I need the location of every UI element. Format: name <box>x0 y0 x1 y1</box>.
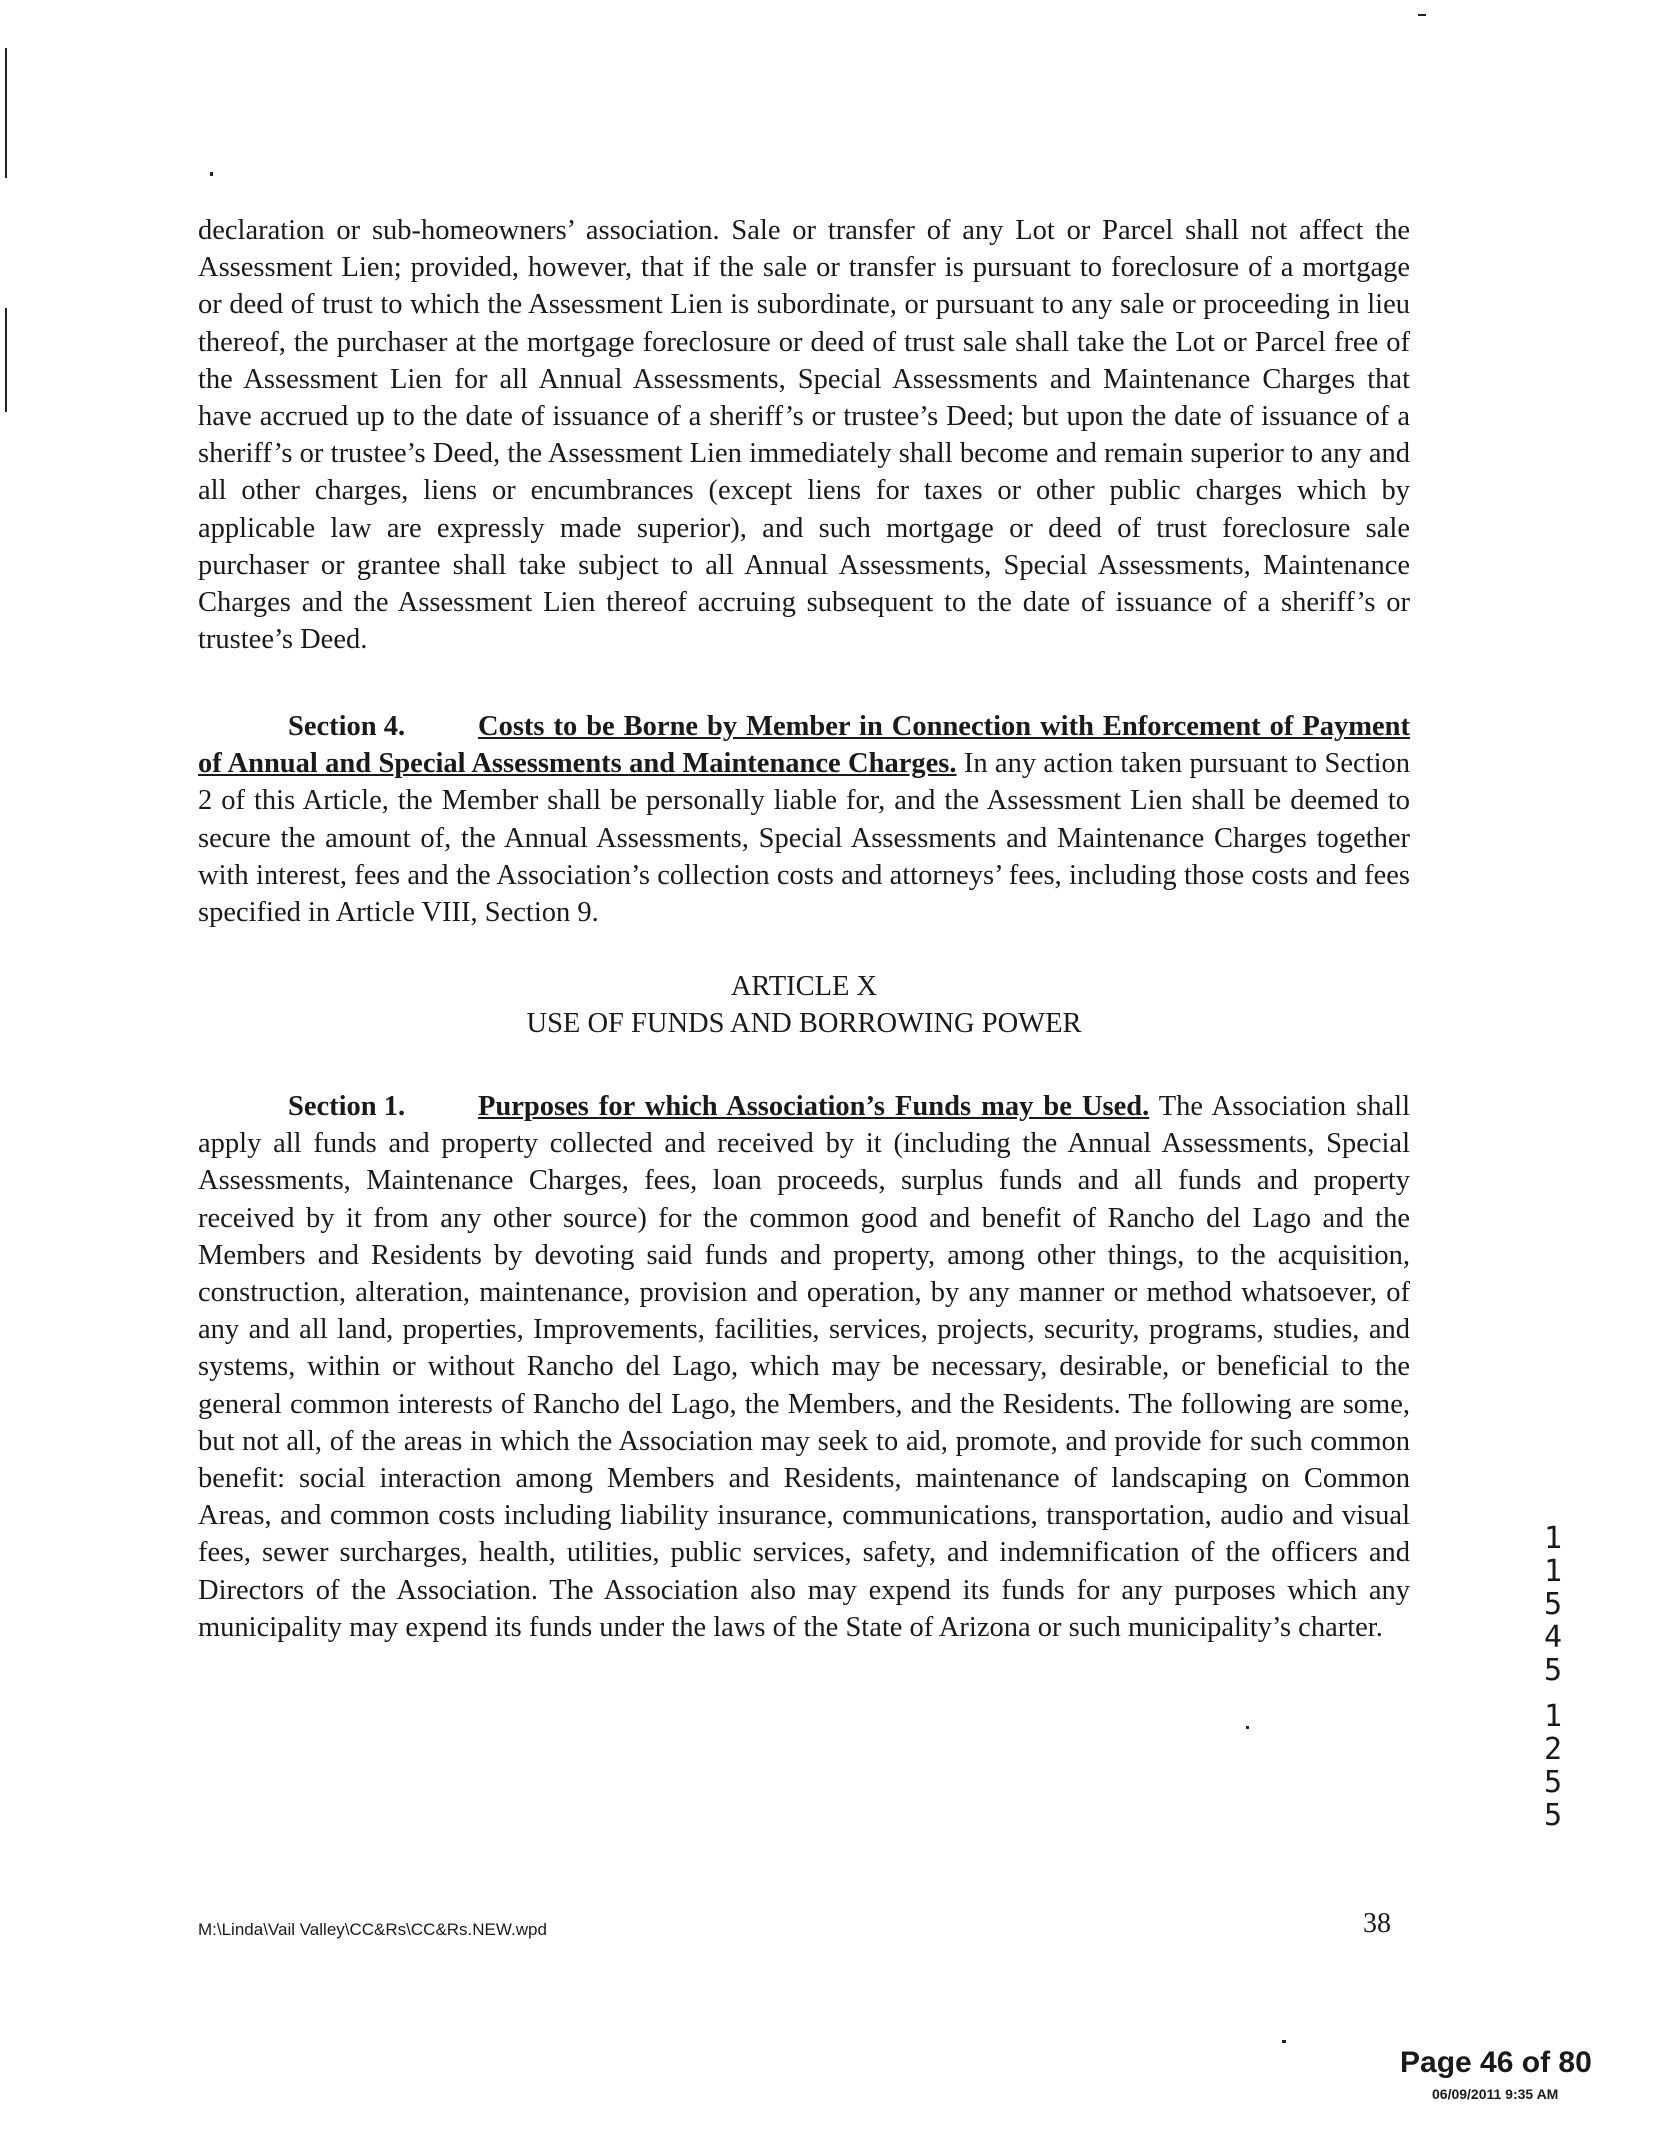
top-right-scan-dash <box>1418 14 1426 16</box>
page-digit: 5 <box>1543 1765 1563 1800</box>
scan-speck <box>210 172 213 176</box>
section-4-block <box>198 708 1410 931</box>
docket-digit: 1 <box>1543 1521 1563 1556</box>
page-digit: 5 <box>1543 1798 1563 1833</box>
docket-digit: 4 <box>1543 1620 1563 1655</box>
page-digit: 1 <box>1543 1699 1563 1734</box>
article-heading <box>198 968 1410 1042</box>
article-number: ARTICLE X <box>730 971 878 1002</box>
section-4-body: In any action taken pursuant to Section 2 of this Article, the Member shall be personally liable for, and the Assessment Lien shall be deemed to secure the amount of, the Annual Assessments, Special Assessments and Maintenance Charges together with interest, fees and the Association’s collection costs and attorneys’ fees, including those costs and fees specified in Article VIII, Section 9. <box>198 748 1410 929</box>
section-4-paragraph <box>198 708 1410 931</box>
docket-number-vertical <box>1540 1522 1566 1687</box>
left-margin-scan-line-1 <box>5 48 7 178</box>
scan-speck <box>1246 1726 1249 1729</box>
recording-page-of: Page 46 of 80 <box>1400 2046 1592 2079</box>
section-1-block <box>198 1088 1410 1646</box>
section-1-paragraph <box>198 1088 1410 1646</box>
article-title: USE OF FUNDS AND BORROWING POWER <box>526 1008 1082 1040</box>
footer-file-path: M:\Linda\Vail Valley\CC&Rs\CC&Rs.NEW.wpd <box>198 1920 547 1939</box>
recording-timestamp: 06/09/2011 9:35 AM <box>1432 2086 1559 2102</box>
section-1-body: The Association shall apply all funds and property collected and received by it (including the Annual Assessments, Special Assessments, Maintenance Charges, fees, loan proceeds, surplus funds and all funds and property received by it from any other source) for the common good and benefit of Rancho del Lago and the Members and Residents by devoting said funds and property, among other things, to the acquisition, construction, alteration, maintenance, provision and operation, by any manner or method whatsoever, of any and all land, properties, Improvements, facilities, services, projects, security, programs, studies, and systems, within or without Rancho del Lago, which may be necessary, desirable, or beneficial to the general common interests of Rancho del Lago, the Members, and the Residents. The following are some, but not all, of the areas in which the Association may seek to aid, promote, and provide for such common benefit: social interaction among Members and Residents, maintenance of landscaping on Common Areas, and common costs including liability insurance, communications, transportation, audio and visual fees, sewer surcharges, health, utilities, public services, safety, and indemnification of the officers and Directors of the Association. The Association also may expend its funds for any purposes which any municipality may expend its funds under the laws of the State of Arizona or such municipality’s charter. <box>198 1091 1410 1643</box>
docket-digit: 5 <box>1543 1587 1563 1622</box>
footer-page-number: 38 <box>1363 1908 1391 1939</box>
scan-speck <box>1282 2040 1286 2043</box>
section-4-title: Costs to be Borne by Member in Connection with Enforcement of Payment of Annual and Special Assessments and Maintenance Charges. <box>198 711 1410 780</box>
section-4-number: Section 4. <box>288 711 406 742</box>
paragraph-assessment-lien: declaration or sub-homeowners’ association. Sale or transfer of any Lot or Parcel shall not affect the Assessment Lien; provided, however, that if the sale or transfer is pursuant to foreclosure of a mortgage or deed of trust to which the Assessment Lien is subordinate, or pursuant to any sale or proceeding in lieu thereof, the purchaser at the mortgage foreclosure or deed of trust sale shall take the Lot or Parcel free of the Assessment Lien for all Annual Assessments, Special Assessments and Maintenance Charges that have accrued up to the date of issuance of a sheriff’s or trustee’s Deed; but upon the date of issuance of a sheriff’s or trustee’s Deed, the Assessment Lien immediately shall become and remain superior to any and all other charges, liens or encumbrances (except liens for taxes or other public charges which by applicable law are expressly made superior), and such mortgage or deed of trust foreclosure sale purchaser or grantee shall take subject to all Annual Assessments, Special Assessments, Maintenance Charges and the Assessment Lien thereof accruing subsequent to the date of issuance of a sheriff’s or trustee’s Deed. <box>198 215 1410 656</box>
section-1-number: Section 1. <box>288 1091 406 1122</box>
docket-digit: 1 <box>1543 1554 1563 1589</box>
page-number-vertical <box>1540 1700 1566 1832</box>
left-margin-scan-line-2 <box>5 308 7 412</box>
document-body-top <box>198 212 1410 658</box>
section-1-title: Purposes for which Association’s Funds may be Used. <box>478 1091 1150 1122</box>
page-digit: 2 <box>1543 1732 1563 1767</box>
docket-digit: 5 <box>1543 1653 1563 1688</box>
